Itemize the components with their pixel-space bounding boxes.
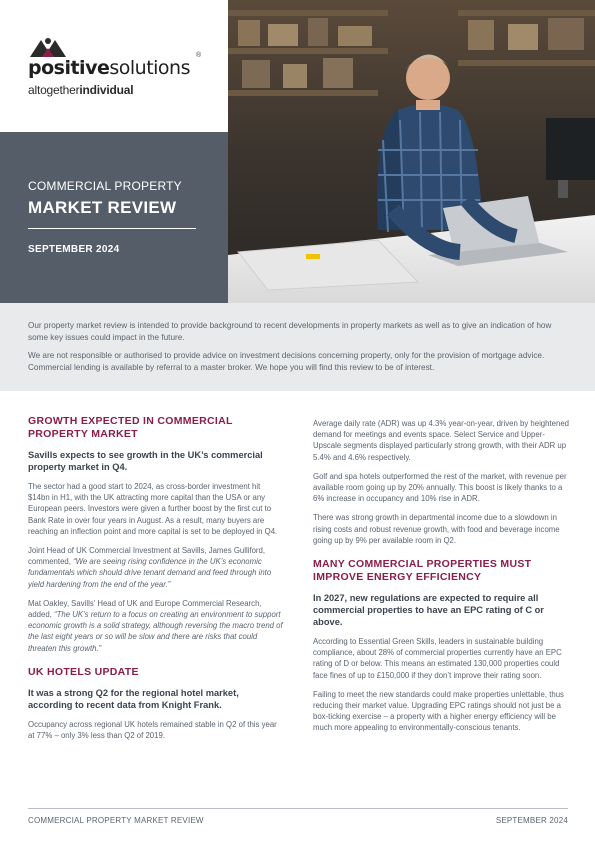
positive-solutions-logo-icon xyxy=(28,37,68,57)
section-heading-growth: GROWTH EXPECTED IN COMMERCIAL PROPERTY MARKET xyxy=(28,415,233,440)
section-lead-hotels: It was a strong Q2 for the regional hotel market, according to recent data from Knight Frank. xyxy=(28,687,239,710)
footer-date: SEPTEMBER 2024 xyxy=(495,816,568,825)
hotels-paragraph-4: There was strong growth in departmental income due to a slowdown in rising costs and robust revenue growth, with food and beverage income going up by 9% per available room in Q2. xyxy=(313,513,560,545)
cover-date: SEPTEMBER 2024 xyxy=(28,244,120,255)
brand-name-bold: positive xyxy=(28,57,110,79)
section-heading-hotels: UK HOTELS UPDATE xyxy=(28,665,139,678)
growth-paragraph-3 xyxy=(28,598,284,654)
intro-band xyxy=(0,303,595,391)
section-lead-growth: Savills expects to see growth in the UK’s commercial property market in Q4. xyxy=(28,450,263,472)
hotels-paragraph-1: Occupancy across regional UK hotels remained stable in Q2 of this year at 77% – only 3% less than Q2 of 2019. xyxy=(28,719,277,741)
tagline-bold: individual xyxy=(79,83,134,97)
registered-mark: ® xyxy=(196,52,202,59)
brand-name-light: solutions xyxy=(109,57,190,79)
hero-image xyxy=(228,0,595,303)
growth-paragraph-1: The sector had a good start to 2024, as cross-border investment hit $14bn in H1, with the UK attracting more capital than the USA or any European peers. Investors were given a further boost by the first cut to Bank Rate in over four years in August. As a result, many buyers are reaching an inflection point and more capital is set to be deployed in Q4. xyxy=(28,482,278,536)
title-divider xyxy=(28,228,196,229)
growth-paragraph-2 xyxy=(28,545,284,590)
growth-paragraph-2-text: Joint Head of UK Commercial Investment at Savills, James Gulliford, commented, xyxy=(28,546,266,567)
brand-wordmark xyxy=(28,57,190,79)
left-column xyxy=(28,415,284,741)
hero-illustration xyxy=(228,0,595,303)
section-lead-energy: In 2027, new regulations are expected to require all commercial properties to have an EPC rating of C or above. xyxy=(313,593,544,628)
energy-paragraph-1: According to Essential Green Skills, leaders in sustainable building compliance, about 28% of commercial properties currently have an EPC rating of D or below. This means an estimated 130,000 properties could face fines of up to £150,000 if they don’t improve their rating soon. xyxy=(313,637,562,680)
growth-paragraph-3-text: Mat Oakley, Savills’ Head of UK and Europe Commercial Research, added, xyxy=(28,598,262,620)
right-column xyxy=(313,418,569,734)
intro-paragraph-2: We are not responsible or authorised to provide advice on investment decisions concerning property, only for the provision of mortgage advice. Commercial lending is available by referral to a master broker. We hope you will find this review to be of interest. xyxy=(28,351,545,372)
page-footer xyxy=(28,808,568,836)
hotels-paragraph-3: Golf and spa hotels outperformed the rest of the market, with revenue per available room going up by 20% annually. This boost is likely thanks to a 6% increase in occupancy and 10% rise in ADR. xyxy=(313,471,567,504)
cover-title-line1: COMMERCIAL PROPERTY xyxy=(28,179,182,193)
logo-block xyxy=(0,0,228,132)
brand-tagline xyxy=(28,83,133,97)
tagline-light: altogether xyxy=(28,83,80,97)
intro-paragraph-1: Our property market review is intended to provide background to recent developments in property markets as well as to give an indication of how some key issues could impact in the future. xyxy=(28,321,552,342)
footer-title: COMMERCIAL PROPERTY MARKET REVIEW xyxy=(28,816,204,825)
section-heading-energy: MANY COMMERCIAL PROPERTIES MUST IMPROVE ENERGY EFFICIENCY xyxy=(313,558,532,584)
cover-title-block xyxy=(0,132,228,303)
growth-paragraph-2-quote: “We are seeing rising confidence in the UK’s economic fundamentals which should drive tenant demand and feed through into yield hardening from the end of the year.” xyxy=(28,557,272,589)
growth-paragraph-3-quote: “The UK’s return to a focus on creating an environment to support economic growth is a solid strategy, although reversing the macro trend of the last eight years or so will be slow and there are risks that could threaten this growth.” xyxy=(28,610,283,653)
hotels-paragraph-2: Average daily rate (ADR) was up 4.3% year-on-year, driven by heightened demand for meetings and events space. Select Service and Upper-Upscale segments displayed particularly strong growth, with their ADR up 5.4% and 4.6% respectively. xyxy=(313,419,569,462)
cover-title-line2: MARKET REVIEW xyxy=(28,198,177,217)
energy-paragraph-2: Failing to meet the new standards could make properties unlettable, thus reducing their market value. Upgrading EPC ratings should not just be a box-ticking exercise – a property with a higher energy efficiency will be much more appealing to environmentally-conscious tenants. xyxy=(313,689,564,733)
